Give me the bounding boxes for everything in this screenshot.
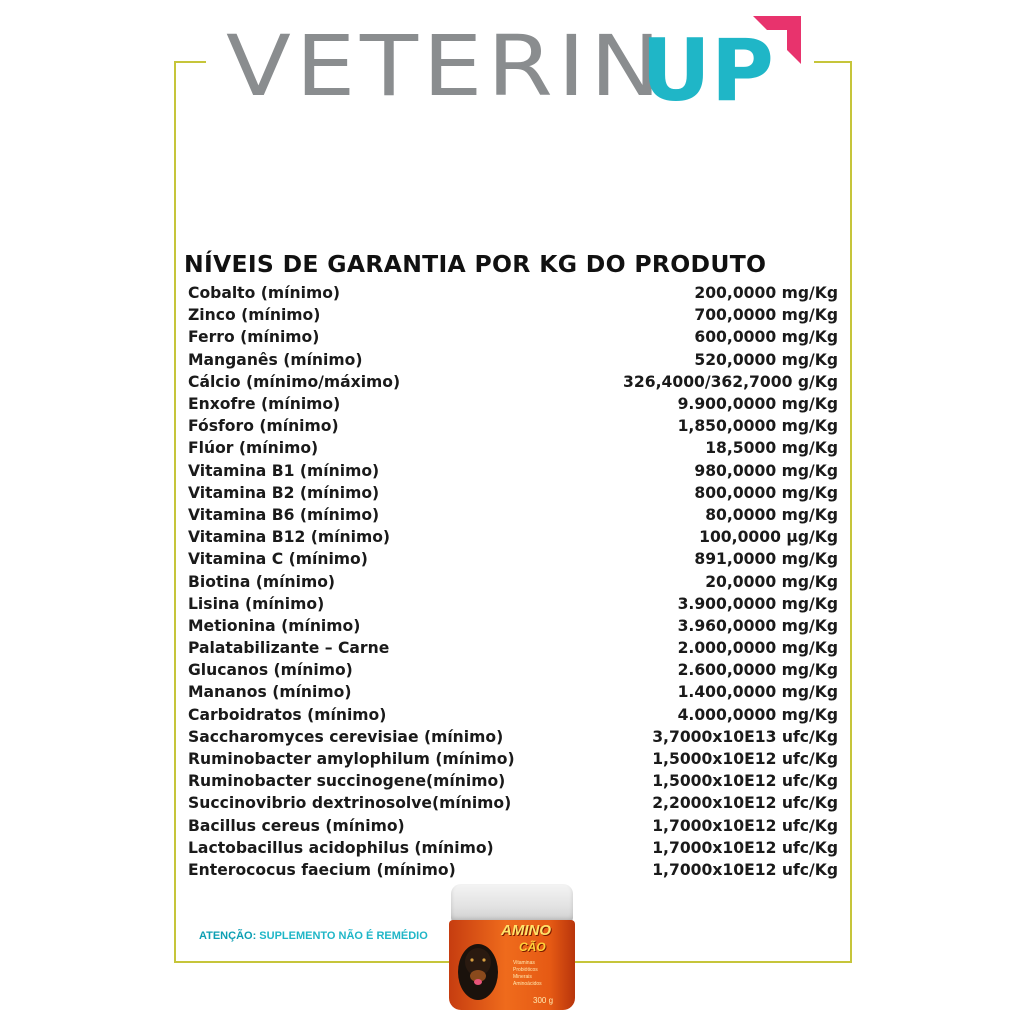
row-value: 891,0000 mg/Kg (694, 550, 838, 569)
table-row (188, 304, 838, 326)
row-label: Bacillus cereus (mínimo) (188, 816, 405, 835)
table-row (188, 437, 838, 459)
brand-arrow-icon (753, 16, 801, 64)
brand-name-accent: UP (641, 21, 774, 121)
jar-lid (451, 884, 573, 922)
row-label: Vitamina B6 (mínimo) (188, 505, 380, 524)
table-row (188, 460, 838, 482)
row-value: 3,7000x10E13 ufc/Kg (652, 727, 838, 746)
row-label: Succinovibrio dextrinosolve(mínimo) (188, 794, 512, 813)
warning-notice (199, 930, 428, 942)
row-value: 1,7000x10E12 ufc/Kg (652, 860, 838, 879)
row-value: 200,0000 mg/Kg (694, 284, 838, 303)
row-value: 700,0000 mg/Kg (694, 306, 838, 325)
table-row (188, 615, 838, 637)
row-value: 3.900,0000 mg/Kg (677, 594, 838, 613)
row-value: 1,7000x10E12 ufc/Kg (652, 838, 838, 857)
jar-weight: 300 g (533, 996, 554, 1005)
warning-text: SUPLEMENTO NÃO É REMÉDIO (259, 930, 428, 942)
row-value: 326,4000/362,7000 g/Kg (623, 372, 838, 391)
table-row (188, 548, 838, 570)
row-value: 2,2000x10E12 ufc/Kg (652, 794, 838, 813)
row-label: Ruminobacter amylophilum (mínimo) (188, 750, 515, 769)
guarantee-table (188, 282, 838, 881)
table-row (188, 815, 838, 837)
row-value: 4.000,0000 mg/Kg (677, 705, 838, 724)
table-row (188, 482, 838, 504)
row-label: Lisina (mínimo) (188, 594, 325, 613)
row-value: 1.400,0000 mg/Kg (677, 683, 838, 702)
row-label: Cálcio (mínimo/máximo) (188, 372, 401, 391)
product-jar-icon (447, 884, 577, 1012)
row-label: Saccharomyces cerevisiae (mínimo) (188, 727, 504, 746)
row-value: 100,0000 µg/Kg (699, 528, 838, 547)
table-row (188, 659, 838, 681)
row-label: Metionina (mínimo) (188, 616, 361, 635)
table-row (188, 593, 838, 615)
row-label: Enterococus faecium (mínimo) (188, 860, 456, 879)
jar-feature: Probióticos (513, 967, 538, 973)
table-row (188, 726, 838, 748)
row-value: 980,0000 mg/Kg (694, 461, 838, 480)
row-value: 1,7000x10E12 ufc/Kg (652, 816, 838, 835)
row-value: 9.900,0000 mg/Kg (677, 395, 838, 414)
jar-label (449, 920, 575, 1010)
row-label: Glucanos (mínimo) (188, 661, 353, 680)
table-row (188, 393, 838, 415)
dog-icon (455, 932, 501, 1002)
row-label: Manganês (mínimo) (188, 350, 363, 369)
page-title: NÍVEIS DE GARANTIA POR KG DO PRODUTO (184, 250, 767, 278)
brand-logo (226, 17, 774, 121)
row-value: 1,5000x10E12 ufc/Kg (652, 750, 838, 769)
row-label: Ferro (mínimo) (188, 328, 320, 347)
table-row (188, 748, 838, 770)
table-row (188, 637, 838, 659)
row-value: 80,0000 mg/Kg (705, 505, 838, 524)
table-row (188, 570, 838, 592)
row-value: 20,0000 mg/Kg (705, 572, 838, 591)
table-row (188, 504, 838, 526)
jar-feature: Minerais (513, 974, 532, 980)
row-value: 1,5000x10E12 ufc/Kg (652, 772, 838, 791)
row-label: Carboidratos (mínimo) (188, 705, 387, 724)
table-row (188, 681, 838, 703)
row-label: Vitamina B12 (mínimo) (188, 528, 391, 547)
row-label: Vitamina C (mínimo) (188, 550, 368, 569)
warning-prefix: ATENÇÃO: (199, 930, 257, 942)
table-row (188, 349, 838, 371)
row-label: Biotina (mínimo) (188, 572, 336, 591)
row-label: Ruminobacter succinogene(mínimo) (188, 772, 506, 791)
jar-features (513, 960, 542, 988)
row-value: 600,0000 mg/Kg (694, 328, 838, 347)
jar-brand-amino: AMINO (501, 922, 551, 939)
table-row (188, 326, 838, 348)
row-value: 2.600,0000 mg/Kg (677, 661, 838, 680)
row-value: 520,0000 mg/Kg (694, 350, 838, 369)
table-row (188, 792, 838, 814)
table-row (188, 704, 838, 726)
row-label: Palatabilizante – Carne (188, 639, 390, 658)
row-label: Flúor (mínimo) (188, 439, 319, 458)
table-row (188, 415, 838, 437)
table-row (188, 526, 838, 548)
table-row (188, 282, 838, 304)
table-row (188, 859, 838, 881)
row-value: 1,850,0000 mg/Kg (677, 417, 838, 436)
row-value: 3.960,0000 mg/Kg (677, 616, 838, 635)
row-label: Enxofre (mínimo) (188, 395, 341, 414)
row-label: Zinco (mínimo) (188, 306, 321, 325)
table-row (188, 837, 838, 859)
row-label: Mananos (mínimo) (188, 683, 352, 702)
row-label: Fósforo (mínimo) (188, 417, 339, 436)
row-label: Lactobacillus acidophilus (mínimo) (188, 838, 494, 857)
jar-feature: Aminoácidos (513, 981, 542, 987)
row-label: Cobalto (mínimo) (188, 284, 341, 303)
row-value: 2.000,0000 mg/Kg (677, 639, 838, 658)
row-label: Vitamina B2 (mínimo) (188, 483, 380, 502)
row-value: 18,5000 mg/Kg (705, 439, 838, 458)
table-row (188, 770, 838, 792)
row-value: 800,0000 mg/Kg (694, 483, 838, 502)
jar-feature: Vitaminas (513, 960, 535, 966)
brand-name-main: VETERIN (226, 17, 666, 115)
jar-brand-cao: CÃO (519, 940, 546, 954)
table-row (188, 371, 838, 393)
row-label: Vitamina B1 (mínimo) (188, 461, 380, 480)
